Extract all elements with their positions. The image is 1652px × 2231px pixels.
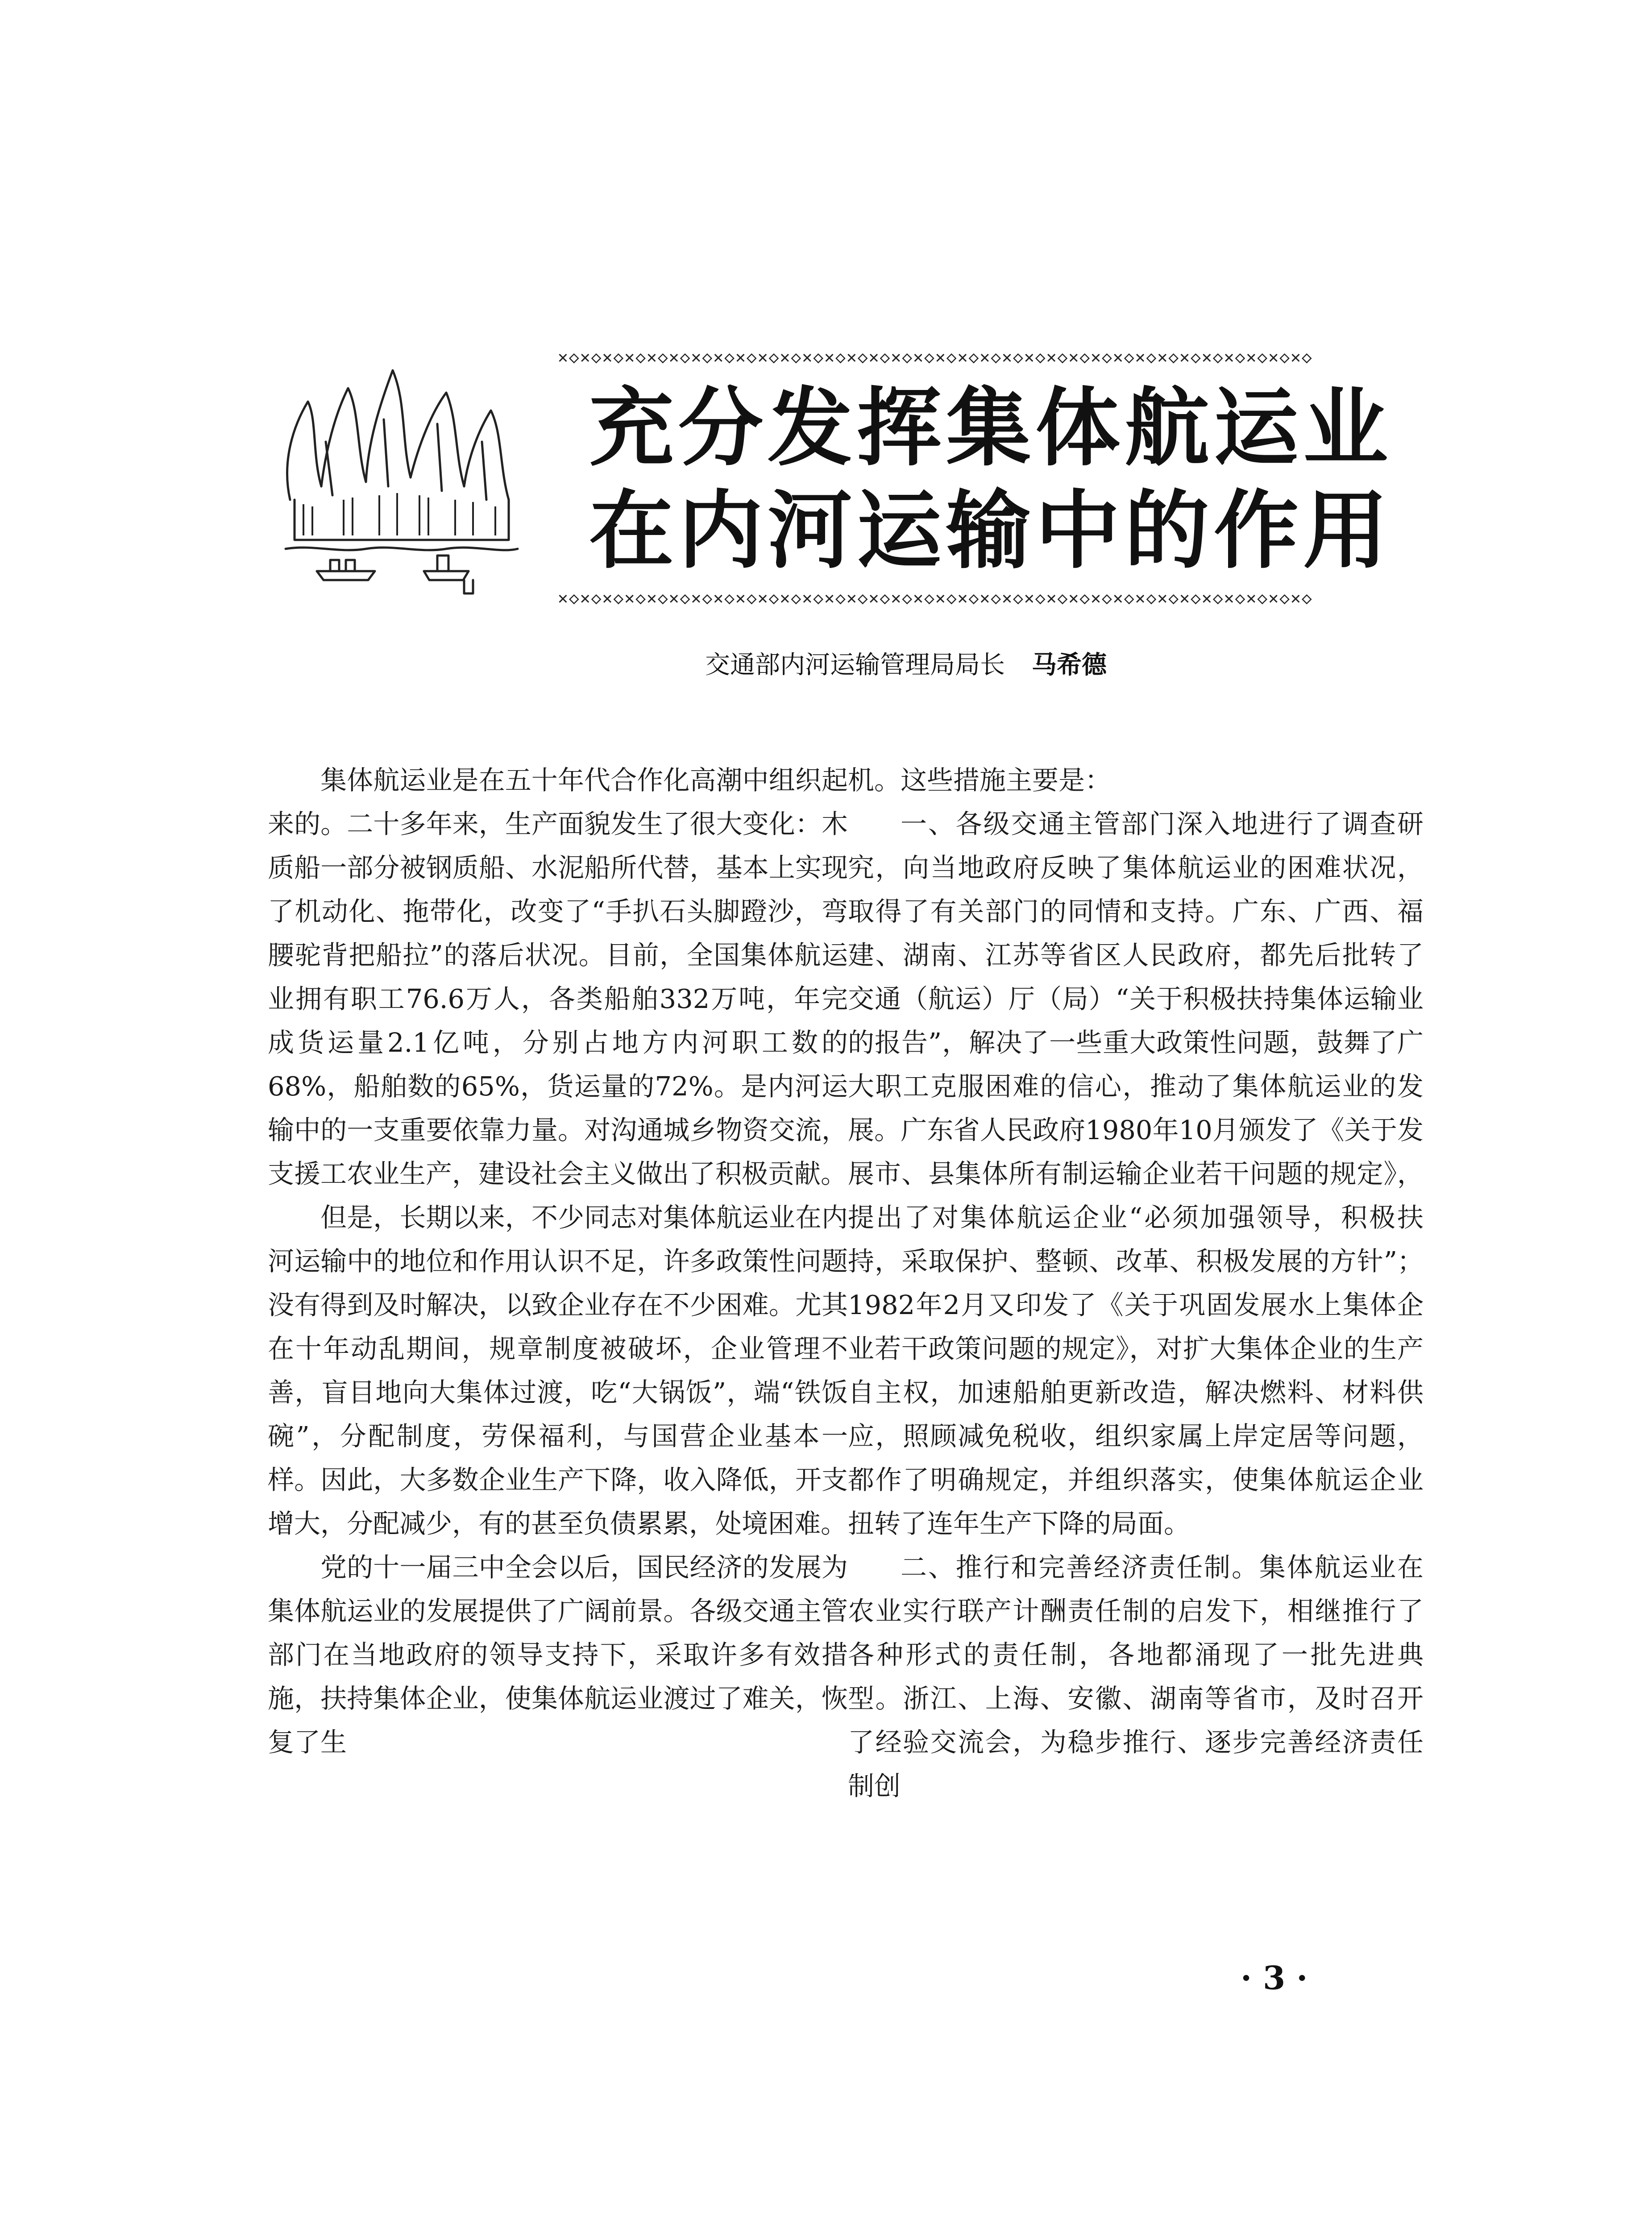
byline-author: 马希德 [1032,650,1107,680]
paragraph: 一、各级交通主管部门深入地进行了调查研究，向当地政府反映了集体航运业的困难状况，取得了有关部门的同情和支持。广东、广西、福建、湖南、江苏等省区人民政府，都先后批转了交通（航运）厅（局）“关于积极扶持集体运输业的报告”，解决了一些重大政策性问题，鼓舞了广大职工克服困难的信心，推动了集体航运业的发展。广东省人民政府1980年10月颁发了《关于发展市、县集体所有制运输企业若干问题的规定》，提出了对集体航运企业“必须加强领导，积极扶持，采取保护、整顿、改革、积极发展的方针”；1982年2月又印发了《关于巩固发展水上集体企业若干政策问题的规定》，对扩大集体企业的生产自主权，加速船舶更新改造，解决燃料、材料供应，照顾减免税收，组织家属上岸定居等问题，都作了明确规定，并组织落实，使集体航运企业扭转了连年生产下降的局面。 [848,809,1424,1539]
title-border-bottom: ✕◇✕◇✕◇✕◇✕◇✕◇✕◇✕◇✕◇✕◇✕◇✕◇✕◇✕◇✕◇✕◇✕◇✕◇✕◇✕◇✕◇✕◇✕◇✕◇✕◇✕◇✕◇✕◇✕◇✕◇✕◇✕◇✕◇✕◇ [558,589,1313,607]
byline-role: 交通部内河运输管理局局长 [705,651,1005,680]
paragraph-continuation: 机。这些措施主要是： [848,765,1112,796]
paragraph: 二、推行和完善经济责任制。集体航运业在农业实行联产计酬责任制的启发下，相继推行了各种形式的责任制，各地都涌现了一批先进典型。浙江、上海、安徽、湖南等省市，及时召开了经验交流会，为稳步推行、逐步完善经济责任制创 [848,1552,1424,1801]
paragraph: 党的十一届三中全会以后，国民经济的发展为集体航运业的发展提供了广阔前景。各级交通主管部门在当地政府的领导支持下，采取许多有效措施，扶持集体企业，使集体航运业渡过了难关，恢复了生 [268,1552,848,1758]
article-title-line-2: 在内河运输中的作用 [589,481,1393,580]
left-column [268,759,848,1764]
mountain-illustration [277,352,527,602]
page-number: · 3 · [1241,1959,1308,1997]
paragraph: 集体航运业是在五十年代合作化高潮中组织起来的。二十多年来，生产面貌发生了很大变化：木质船一部分被钢质船、水泥船所代替，基本上实现了机动化、拖带化，改变了“手扒石头脚蹬沙，弯腰驼背把船拉”的落后状况。目前，全国集体航运业拥有职工76.6万人，各类船舶332万吨，年完成货运量2.1亿吨，分别占地方内河职工数的68%，船舶数的65%，货运量的72%。是内河运输中的一支重要依靠力量。对沟通城乡物资交流，支援工农业生产，建设社会主义做出了积极贡献。 [268,765,848,1189]
title-border-top: ✕◇✕◇✕◇✕◇✕◇✕◇✕◇✕◇✕◇✕◇✕◇✕◇✕◇✕◇✕◇✕◇✕◇✕◇✕◇✕◇✕◇✕◇✕◇✕◇✕◇✕◇✕◇✕◇✕◇✕◇✕◇✕◇✕◇✕◇ [558,348,1313,366]
right-column [848,759,1424,1808]
byline [705,647,1107,683]
paragraph: 但是，长期以来，不少同志对集体航运业在内河运输中的地位和作用认识不足，许多政策性问题没有得到及时解决，以致企业存在不少困难。尤其在十年动乱期间，规章制度被破坏，企业管理不善，盲目地向大集体过渡，吃“大锅饭”，端“铁饭碗”，分配制度，劳保福利，与国营企业基本一样。因此，大多数企业生产下降，收入降低，开支增大，分配减少，有的甚至负债累累，处境困难。 [268,1202,848,1539]
article-title-line-1: 充分发挥集体航运业 [589,379,1393,477]
